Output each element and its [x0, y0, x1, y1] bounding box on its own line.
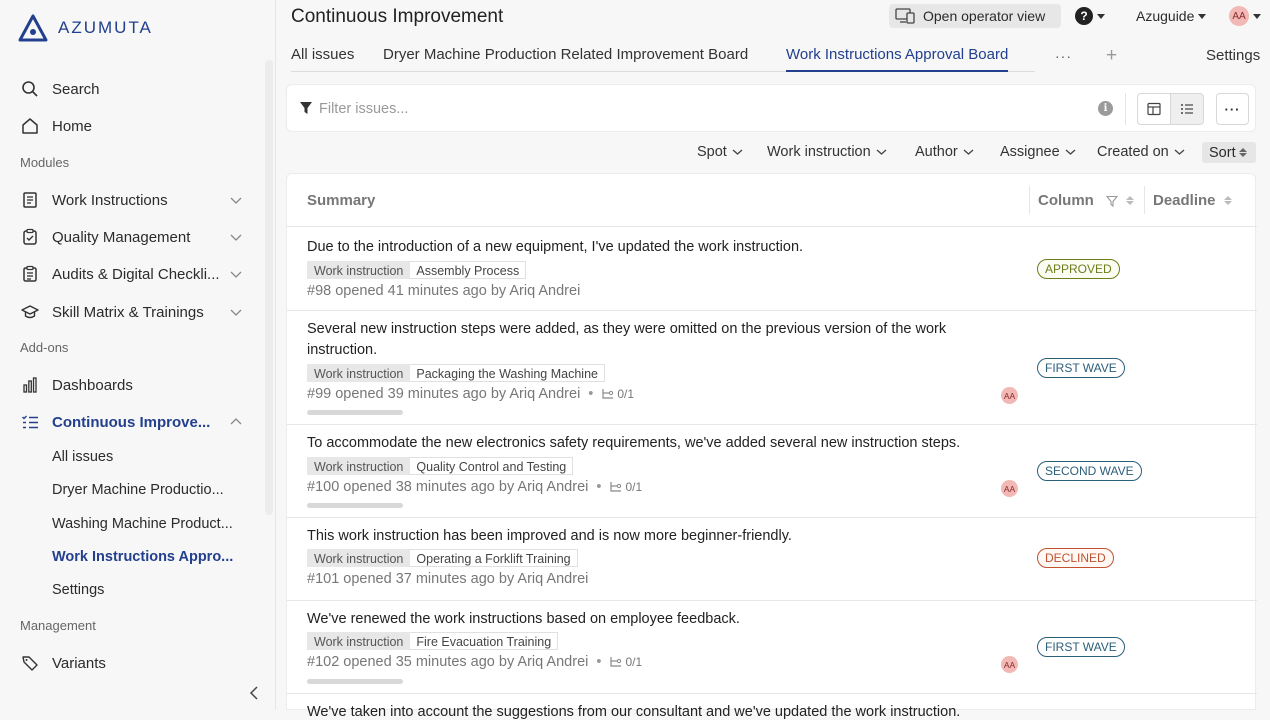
issue-summary[interactable]: We've renewed the work instructions based on employee feedback. [307, 611, 740, 627]
separator-dot: • [596, 654, 602, 670]
created-on-dropdown[interactable] [1097, 144, 1185, 160]
tag-type: Work instruction [307, 549, 410, 567]
table-header [287, 174, 1257, 227]
sort-icon [1239, 148, 1247, 157]
sidebar-item-work-instructions[interactable] [20, 187, 245, 213]
monitor-phone-icon [895, 8, 915, 24]
table-row[interactable] [287, 227, 1257, 311]
chevron-down-icon [229, 267, 243, 281]
issue-summary[interactable]: This work instruction has been improved and is now more beginner-friendly. [307, 528, 792, 544]
issues-table [286, 173, 1256, 720]
sidebar-item-label: Variants [52, 654, 106, 672]
sort-icon[interactable] [1224, 196, 1232, 205]
sidebar-item-label: Skill Matrix & Trainings [52, 303, 204, 321]
list-check-icon [20, 412, 40, 432]
sidebar-search[interactable] [20, 76, 245, 102]
caret-down-icon [1097, 14, 1105, 19]
dropdown-label: Author [915, 144, 958, 160]
status-badge: FIRST WAVE [1037, 637, 1125, 657]
chevron-down-icon [229, 230, 243, 244]
progress-bar [307, 503, 403, 508]
issue-tags [307, 364, 605, 382]
chevron-down-icon [732, 148, 743, 156]
caret-down-icon [1253, 14, 1261, 19]
user-name: Azuguide [1136, 8, 1195, 24]
home-icon [20, 116, 40, 136]
sidebar-sub-washing-board[interactable]: Washing Machine Product... [52, 516, 233, 532]
chevron-down-icon [1174, 148, 1185, 156]
page-title: Continuous Improvement [291, 6, 504, 27]
assignee-avatar[interactable]: AA [1001, 387, 1018, 404]
column-filter-icon[interactable] [1106, 195, 1118, 207]
subtasks-icon [609, 481, 623, 493]
issue-meta [307, 283, 580, 299]
avatar: AA [1229, 6, 1249, 26]
tag-name[interactable]: Packaging the Washing Machine [410, 364, 605, 382]
assignee-avatar[interactable]: AA [1001, 656, 1018, 673]
sidebar-item-audits[interactable] [20, 261, 245, 287]
tag-name[interactable]: Operating a Forklift Training [410, 549, 577, 567]
sidebar-item-skill-matrix[interactable] [20, 299, 245, 325]
dropdown-label: Created on [1097, 144, 1169, 160]
spot-dropdown[interactable] [697, 144, 743, 160]
issue-tags [307, 549, 578, 567]
subtasks-count [601, 387, 634, 401]
subtasks-count [609, 480, 642, 494]
subtasks-value: 0/1 [625, 655, 643, 669]
issue-meta-text: #100 opened 38 minutes ago by Ariq Andrei [307, 479, 589, 495]
status-badge: SECOND WAVE [1037, 461, 1142, 481]
tag-name[interactable]: Fire Evacuation Training [410, 632, 558, 650]
tab-settings[interactable]: Settings [1206, 47, 1261, 64]
help-icon: ? [1075, 7, 1093, 25]
chevron-down-icon [963, 148, 974, 156]
dropdown-label: Assignee [1000, 144, 1060, 160]
author-dropdown[interactable] [915, 144, 974, 160]
tag-type: Work instruction [307, 632, 410, 650]
sidebar-item-quality-management[interactable] [20, 224, 245, 250]
account-menu[interactable] [1229, 6, 1261, 26]
column-header-column[interactable] [1038, 192, 1134, 209]
issue-meta [307, 571, 588, 587]
column-header-label: Deadline [1153, 192, 1216, 209]
tag-type: Work instruction [307, 364, 410, 382]
tab-work-instructions-approval[interactable]: Work Instructions Approval Board [786, 46, 1008, 72]
user-menu[interactable] [1136, 8, 1206, 24]
sidebar-item-continuous-improvement[interactable] [20, 409, 245, 435]
tab-all-issues[interactable]: All issues [291, 46, 355, 63]
dropdown-label: Spot [697, 144, 727, 160]
info-icon[interactable]: i [1098, 101, 1113, 116]
work-instruction-dropdown[interactable] [767, 144, 887, 160]
tag-type: Work instruction [307, 261, 410, 279]
sort-button[interactable] [1202, 142, 1256, 163]
issue-meta [307, 654, 642, 670]
graduation-cap-icon [20, 302, 40, 322]
column-header-summary [307, 192, 375, 209]
issue-meta [307, 479, 642, 495]
divider [1125, 93, 1126, 125]
status-badge: DECLINED [1037, 548, 1114, 568]
open-operator-view-label: Open operator view [923, 8, 1046, 24]
sidebar-item-label: Dashboards [52, 376, 133, 394]
progress-bar [307, 679, 403, 684]
sort-label: Sort [1209, 144, 1236, 161]
brand-logo[interactable] [18, 14, 153, 42]
brand-name: AZUMUTA [58, 18, 153, 37]
chevron-down-icon [876, 148, 887, 156]
issue-tags [307, 457, 573, 475]
subtasks-icon [601, 388, 615, 400]
table-row[interactable] [287, 425, 1257, 518]
collapse-sidebar-icon[interactable] [246, 684, 262, 702]
filter-icon [299, 101, 313, 115]
subtasks-icon [609, 656, 623, 668]
dropdown-label: Work instruction [767, 144, 871, 160]
table-row[interactable] [287, 311, 1257, 425]
sidebar-section-management: Management [20, 618, 96, 633]
checklist-icon [20, 264, 40, 284]
sidebar-home[interactable] [20, 113, 245, 139]
sidebar-item-label: Continuous Improve... [52, 413, 211, 431]
sidebar-item-label: Work Instructions [52, 191, 168, 209]
sidebar [0, 0, 276, 710]
issue-meta-text: #99 opened 39 minutes ago by Ariq Andrei [307, 386, 581, 402]
issue-tags [307, 632, 558, 650]
tabs-more-button[interactable]: ··· [1055, 48, 1072, 64]
list-view-button[interactable] [1170, 93, 1204, 125]
board-layout-icon [1147, 102, 1161, 116]
issue-summary[interactable]: Several new instruction steps were added, as they were omitted on the previous version of the work instruction. [307, 321, 947, 358]
tag-name[interactable]: Assembly Process [410, 261, 526, 279]
sidebar-item-label: Audits & Digital Checkli... [52, 265, 220, 283]
add-tab-button[interactable]: + [1106, 45, 1118, 66]
sidebar-search-label: Search [52, 80, 100, 98]
search-icon [20, 79, 40, 99]
separator-dot: • [596, 479, 602, 495]
sidebar-sub-work-instructions-approval[interactable]: Work Instructions Appro... [52, 549, 234, 565]
sidebar-section-modules: Modules [20, 155, 70, 170]
sidebar-section-addons: Add-ons [20, 340, 69, 355]
board-view-button[interactable] [1137, 93, 1171, 125]
clipboard-check-icon [20, 227, 40, 247]
sidebar-scrollbar[interactable] [265, 60, 273, 515]
chevron-up-icon [229, 415, 243, 429]
tag-name[interactable]: Quality Control and Testing [410, 457, 573, 475]
filter-bar [286, 84, 1256, 132]
chevron-down-icon [1065, 148, 1076, 156]
tag-type: Work instruction [307, 457, 410, 475]
sidebar-sub-all-issues[interactable]: All issues [52, 449, 114, 465]
help-menu[interactable] [1075, 7, 1105, 25]
assignee-avatar[interactable]: AA [1001, 480, 1018, 497]
tab-dryer-board[interactable]: Dryer Machine Production Related Improvement Board [383, 46, 749, 63]
sidebar-item-variants[interactable] [20, 650, 245, 676]
column-divider [1029, 186, 1030, 214]
sidebar-sub-dryer-board[interactable]: Dryer Machine Productio... [52, 482, 224, 498]
issue-meta-text: #102 opened 35 minutes ago by Ariq Andrei [307, 654, 589, 670]
status-badge: APPROVED [1037, 259, 1120, 279]
tag-icon [20, 653, 40, 673]
chevron-down-icon [229, 193, 243, 207]
sort-icon[interactable] [1126, 196, 1134, 205]
issue-summary[interactable]: We've taken into account the suggestions from our consultant and we've updated the work instruction. [307, 704, 961, 720]
subtasks-count [609, 655, 642, 669]
table-row[interactable] [287, 518, 1257, 601]
bar-chart-icon [20, 375, 40, 395]
sidebar-item-label: Quality Management [52, 228, 191, 246]
sidebar-sub-settings[interactable]: Settings [52, 582, 105, 598]
subtasks-value: 0/1 [617, 387, 635, 401]
subtasks-value: 0/1 [625, 480, 643, 494]
status-badge: FIRST WAVE [1037, 358, 1125, 378]
chevron-down-icon [229, 305, 243, 319]
issue-summary[interactable]: Due to the introduction of a new equipment, I've updated the work instruction. [307, 239, 804, 255]
open-operator-view-button[interactable] [889, 4, 1061, 28]
issue-meta [307, 386, 634, 402]
issue-meta-text: #101 opened 37 minutes ago by Ariq Andrei [307, 571, 589, 587]
issue-summary[interactable]: To accommodate the new electronics safety requirements, we've added several new instruction steps. [307, 435, 961, 451]
column-divider [1144, 186, 1145, 214]
assignee-dropdown[interactable] [1000, 144, 1076, 160]
issue-tags [307, 261, 526, 279]
list-icon [1180, 102, 1194, 116]
more-options-button[interactable]: ··· [1216, 93, 1249, 125]
sidebar-item-dashboards[interactable] [20, 372, 245, 398]
azumuta-logo-icon [18, 14, 48, 42]
progress-bar [307, 410, 403, 415]
column-header-label: Column [1038, 192, 1094, 209]
filter-issues-input[interactable] [319, 99, 1079, 119]
issue-meta-text: #98 opened 41 minutes ago by Ariq Andrei [307, 283, 581, 299]
column-header-label: Summary [307, 192, 376, 209]
separator-dot: • [588, 386, 594, 402]
book-icon [20, 190, 40, 210]
column-header-deadline[interactable] [1153, 192, 1232, 209]
table-row[interactable] [287, 601, 1257, 694]
sidebar-home-label: Home [52, 117, 93, 135]
caret-down-icon [1198, 14, 1206, 19]
